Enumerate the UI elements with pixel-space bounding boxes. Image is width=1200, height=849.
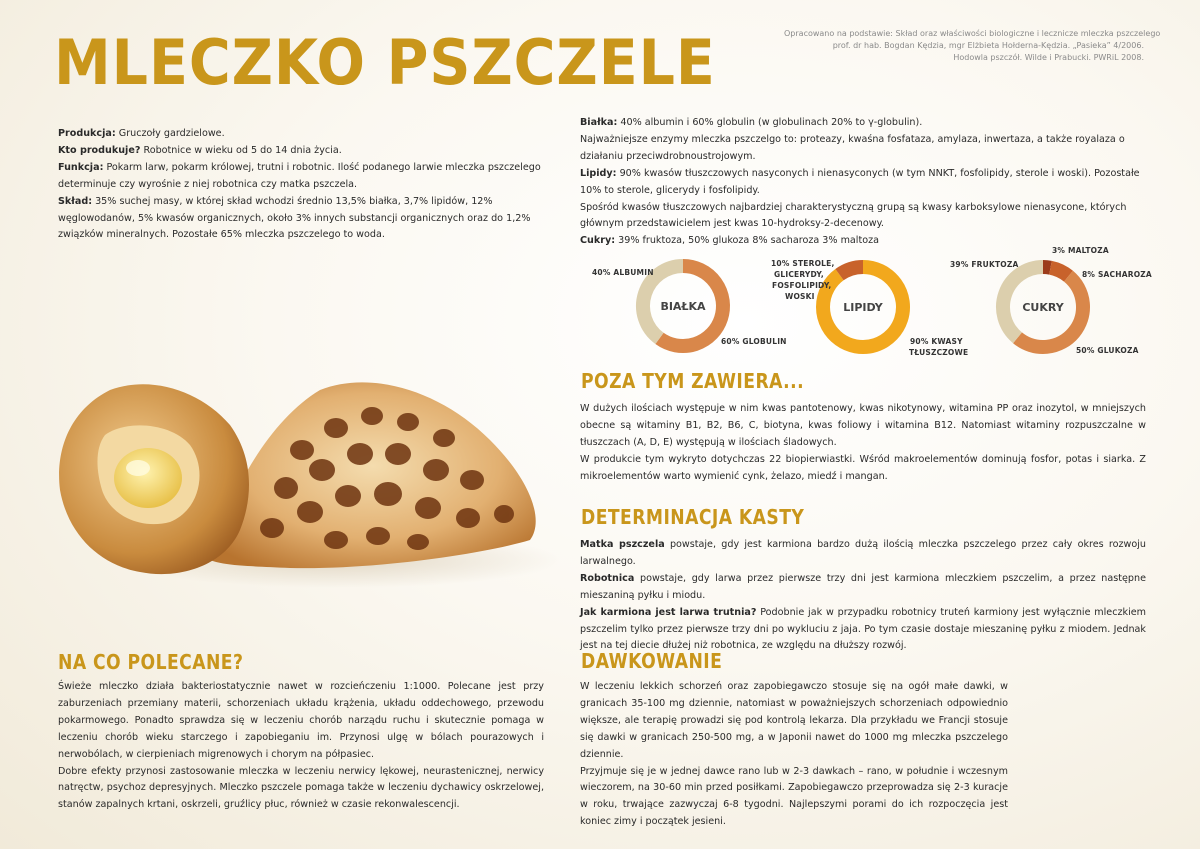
label: Białka:	[580, 117, 618, 128]
determinacja-block	[580, 537, 1146, 655]
label-kwasy: TŁUSZCZOWE	[909, 348, 969, 357]
intro-sklad	[58, 194, 550, 245]
donut-slice	[1050, 268, 1068, 276]
poza-p1: W dużych ilościach występuje w nim kwas pantotenowy, kwas nikotynowy, witamina PP oraz inozytol, w mniejszych obecne są witaminy B1, B2, B6, C, biotyna, kwas foliowy i witamina B12. Natomiast witaminy rozpuszczalne w tłuszczach (A, D, E) występują w ilościach śladowych.	[580, 403, 1146, 448]
jelly-highlight	[126, 460, 150, 476]
donut-slice	[839, 267, 863, 275]
det-robotnica	[580, 571, 1146, 605]
donut-center-label: BIAŁKA	[660, 300, 706, 313]
source-note	[784, 28, 1161, 65]
honeycomb-image	[40, 330, 560, 630]
comp-lipidy	[580, 166, 1146, 200]
donut-slice	[1043, 267, 1050, 268]
det-truten	[580, 605, 1146, 656]
heading-polecane: NA CO POLECANE?	[58, 650, 244, 674]
label-globulin: 60% GLOBULIN	[721, 337, 787, 346]
donut-center-label: LIPIDY	[843, 301, 883, 314]
text: Robotnice w wieku od 5 do 14 dnia życia.	[140, 144, 342, 156]
heading-dawkowanie: DAWKOWANIE	[581, 649, 723, 673]
pol-p2: Dobre efekty przynosi zastosowanie mleczka w leczeniu nerwicy lękowej, neurastenicznej, nerwicy natręctw, psychoz depresyjnych. Mleczko pszczele pomaga także w leczeniu dychawicy oskrzelowej, stanów zapalnych krtani, oskrzeli, gruźlicy płuc, również w czasie rekonwalescencji.	[58, 765, 544, 811]
heading-determinacja: DETERMINACJA KASTY	[581, 505, 805, 529]
donut-lipidy	[823, 267, 903, 347]
donut-center-label: CUKRY	[1022, 301, 1064, 314]
label-sterole: 10% STEROLE,	[771, 259, 835, 268]
det-matka	[580, 537, 1146, 571]
label-albumin: 40% ALBUMIN	[592, 268, 654, 277]
label-sterole: FOSFOLIPIDY,	[772, 281, 832, 290]
poza-p2: W produkcie tym wykryto dotychczas 22 biopierwiastki. Wśród makroelementów dominują fosfor, potas i siarka. Z mikroelementów warto wymienić cynk, żelazo, miedź i mangan.	[580, 453, 1146, 482]
text: powstaje, gdy larwa przez pierwsze trzy dni jest karmiona mleczkiem pszczelim, a przez następne mieszaniną pyłku i miodu.	[580, 572, 1146, 601]
donut-cukry	[1003, 267, 1083, 347]
label-fruktoza: 39% FRUKTOZA	[950, 260, 1019, 269]
intro-kto	[58, 143, 550, 160]
label: Cukry:	[580, 235, 616, 247]
text: Podobnie jak w przypadku robotnicy truteń karmiony jest wyłącznie mleczkiem pszczelim tylko przez pierwsze trzy dni po wykluciu z jaja. Po tym czasie dostaje mieszaninę pyłku z miodem. Jednak jest na tej diecie dłużej niż robotnica, ze względu na dłuższy rozwój.	[580, 606, 1146, 652]
heading-poza: POZA TYM ZAWIERA...	[581, 369, 805, 393]
source-line: Hodowla pszczół. Wilde i Prabucki. PWRiL 2008.	[953, 53, 1144, 63]
label: Skład:	[58, 195, 93, 207]
comp-kwasy: Spośród kwasów tłuszczowych najbardziej charakterystyczną grupą są kwasy karboksylowe nienasycone, których głównym przedstawicielem jest kwas 10-hydroksy-2-decenowy.	[580, 201, 1127, 230]
comp-bialka	[580, 115, 1146, 132]
label-glukoza: 50% GLUKOZA	[1076, 346, 1139, 355]
text: 40% albumin i 60% globulin (w globulinach 20% to γ-globulin).	[617, 117, 923, 128]
donut-bialka	[643, 266, 723, 346]
label: Robotnica	[580, 572, 635, 584]
label-maltoza: 3% MALTOZA	[1052, 246, 1109, 255]
page-title: MLECZKO PSZCZELE	[54, 26, 716, 99]
label: Produkcja:	[58, 128, 116, 139]
text: 35% suchej masy, w której skład wchodzi średnio 13,5% białka, 3,7% lipidów, 12% węglowodanów, 5% kwasów organicznych, około 3% innych substancji organicznych oraz do 1,2% związków mineralnych. Pozostałe 65% mleczka pszczelego to woda.	[58, 195, 531, 241]
intro-funkcja	[58, 160, 550, 194]
pol-p1: Świeże mleczko działa bakteriostatycznie nawet w rozcieńczeniu 1:1000. Polecane jest przy zaburzeniach przemiany materii, schorzeniach układu krążenia, układu oddechowego, przewodu pokarmowego. Ponadto sprawdza się w leczeniu chorób narządu ruchu i skutecznie pomaga w leczeniu chorób wieku starczego i zapobieganiu im. Przynosi ulgę w bólach pourazowych i nerwobólach, w cierpieniach migrenowych i chorym na półpasiec.	[58, 681, 544, 760]
source-line: prof. dr hab. Bogdan Kędzia, mgr Elżbieta Hołderna-Kędzia. „Pasieka” 4/2006.	[832, 41, 1144, 51]
label-sacharoza: 8% SACHAROZA	[1082, 270, 1152, 279]
source-line: Opracowano na podstawie: Skład oraz właściwości biologiczne i lecznicze mleczka pszczelego	[784, 29, 1161, 38]
label-sterole: GLICERYDY,	[774, 270, 824, 279]
comp-enzymy: Najważniejsze enzymy mleczka pszczelgo to: proteazy, kwaśna fosfataza, amylaza, inwertaza, a także royalaza o działaniu przeciwdrobnoustrojowym.	[580, 133, 1125, 162]
text: powstaje, gdy jest karmiona bardzo dużą ilością mleczka pszczelego przez cały okres rozwoju larwalnego.	[580, 539, 1146, 567]
poza-block	[580, 401, 1146, 486]
text: Pokarm larw, pokarm królowej, trutni i robotnic. Ilość podanego larwie mleczka pszczelego determinuje czy wyrośnie z niej robotnica czy matka pszczela.	[58, 161, 541, 190]
daw-p2: Przyjmuje się je w jednej dawce rano lub w 2-3 dawkach – rano, w południe i wczesnym wieczorem, na 30-60 min przed posiłkami. Zapobiegawczo przeprowadza się 2-3 kuracje w roku, trwające zazwyczaj 6-8 tygodni. Najlepszymi porami do ich rozpoczęcia jest koniec zimy i początek jesieni.	[580, 765, 1008, 828]
polecane-block	[58, 679, 544, 814]
label: Lipidy:	[580, 167, 617, 179]
label-sterole: WOSKI	[785, 292, 815, 301]
text: 39% fruktoza, 50% glukoza 8% sacharoza 3% maltoza	[615, 235, 880, 247]
label-kwasy: 90% KWASY	[910, 337, 963, 346]
composition-block	[580, 115, 1146, 250]
intro-block	[58, 126, 550, 244]
label: Funkcja:	[58, 161, 104, 173]
label: Matka pszczela	[580, 539, 665, 550]
donut-charts	[580, 246, 1160, 370]
text: Gruczoły gardzielowe.	[115, 128, 225, 139]
royal-jelly	[114, 448, 182, 508]
text: 90% kwasów tłuszczowych nasyconych i nienasyconych (w tym NNKT, fosfolipidy, sterole i woski). Pozostałe 10% to sterole, glicerydy i fosfolipidy.	[580, 167, 1140, 196]
dawkowanie-block	[580, 679, 1008, 831]
daw-p1: W leczeniu lekkich schorzeń oraz zapobiegawczo stosuje się na ogół małe dawki, w granicach 35-100 mg dziennie, natomiast w poważniejszych schorzeniach odpowiednio większe, ale terapię prowadzi się pod kontrolą lekarza. Dla przykładu we Francji stosuje się dawki w granicach 250-500 mg, a w Japonii nawet do 1000 mg mleczka pszczelego dziennie.	[580, 681, 1008, 760]
label: Kto produkuje?	[58, 144, 141, 156]
intro-produkcja	[58, 126, 550, 143]
label: Jak karmiona jest larwa trutnia?	[580, 606, 757, 618]
